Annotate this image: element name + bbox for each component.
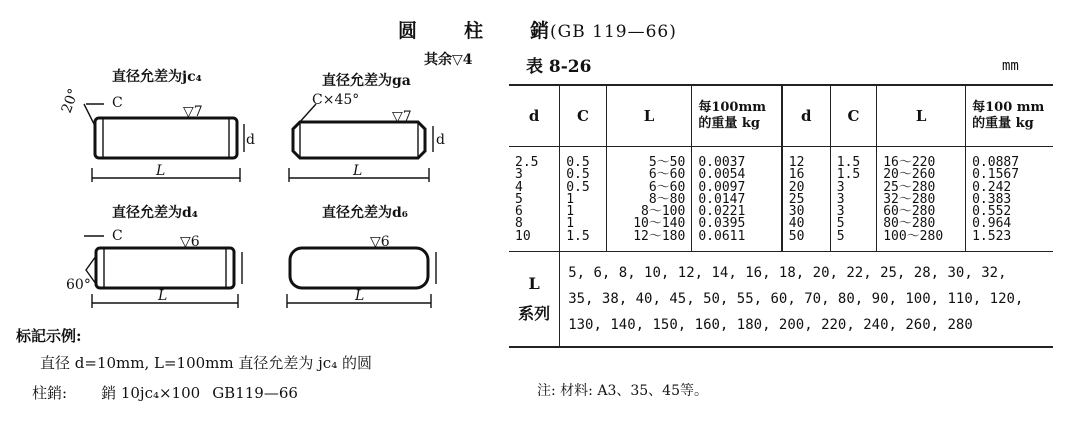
table-cell: 8～100 xyxy=(641,204,686,220)
col-l xyxy=(606,147,692,252)
table-cell: 1.5 xyxy=(836,155,861,170)
table-cell: 12 xyxy=(788,155,805,170)
table-cell: 6 xyxy=(515,204,523,220)
table-cell: 32～280 xyxy=(883,191,936,207)
title-char-b: 柱 xyxy=(464,20,485,42)
table-number: 表 8-26 xyxy=(526,57,592,77)
marking-standard: GB119—66 xyxy=(212,384,298,402)
table-cell: 0.0037 xyxy=(698,155,746,170)
table-cell: 100～280 xyxy=(883,228,944,244)
table-cell: 0.0147 xyxy=(698,191,746,207)
table-cell: 0.242 xyxy=(972,179,1012,195)
table-cell: 20～260 xyxy=(883,167,936,183)
table-series-row xyxy=(509,252,1053,348)
table-cell: 12～180 xyxy=(633,228,686,244)
table-cell: 60～280 xyxy=(883,204,936,220)
table-cell: 0.552 xyxy=(972,204,1012,220)
table-cell: 2.5 xyxy=(515,155,539,170)
finish-6-label-2: ▽6 xyxy=(370,234,390,250)
table-cell: 0.0097 xyxy=(698,179,746,195)
dim-d-label-2: d xyxy=(436,132,445,148)
dim-L-label-3: L xyxy=(158,288,168,304)
unit-label: mm xyxy=(1002,58,1019,74)
table-data-row xyxy=(509,147,1053,252)
table-cell: 16～220 xyxy=(883,155,936,170)
table-cell: 16 xyxy=(788,167,805,183)
table-cell: 1 xyxy=(566,191,575,207)
table-cell: 1.5 xyxy=(566,228,590,244)
th-weight2: 每100 mm 的重量 kg xyxy=(966,85,1053,147)
th-d2: d xyxy=(782,85,831,147)
table-cell: 1 xyxy=(566,216,575,232)
th-l2: L xyxy=(877,85,966,147)
col-d2 xyxy=(782,147,831,252)
table-cell: 40 xyxy=(788,216,805,232)
table-cell: 6～60 xyxy=(648,167,686,183)
dim-L-label-1: L xyxy=(156,163,166,179)
finish-7-label-2: ▽7 xyxy=(392,109,412,125)
col-c2 xyxy=(830,147,876,252)
table-cell: 1.523 xyxy=(972,228,1012,244)
dim-L-label-4: L xyxy=(355,288,365,304)
rest-finish-note: 其余▽4 xyxy=(424,52,473,68)
col-l2 xyxy=(877,147,966,252)
finish-7-label-1: ▽7 xyxy=(183,104,203,120)
table-cell: 4 xyxy=(515,179,523,195)
th-d: d xyxy=(509,85,560,147)
table-cell: 5 xyxy=(515,191,523,207)
chamfer-c-label-3: C xyxy=(112,228,123,244)
table-cell: 5 xyxy=(836,216,845,232)
table-cell: 0.5 xyxy=(566,179,590,195)
table-cell: 25～280 xyxy=(883,179,936,195)
table-cell: 5～50 xyxy=(648,155,686,170)
table-header-row xyxy=(509,85,1053,147)
th-c2: C xyxy=(830,85,876,147)
table-cell: 0.5 xyxy=(566,155,590,170)
marking-example-title: 标記示例: xyxy=(16,327,82,345)
table-cell: 0.1567 xyxy=(972,167,1020,183)
angle-60-label: 60° xyxy=(66,277,91,293)
spec-table-wrap xyxy=(509,84,1053,348)
table-cell: 80～280 xyxy=(883,216,936,232)
table-cell: 30 xyxy=(788,204,805,220)
table-cell: 1 xyxy=(566,204,575,220)
table-cell: 8 xyxy=(515,216,523,232)
finish-6-label-1: ▽6 xyxy=(180,234,200,250)
table-cell: 8～80 xyxy=(648,191,686,207)
drawing-4-label: 直径允差为d₆ xyxy=(322,205,408,221)
angle-20-label: 20° xyxy=(58,86,83,116)
marking-example-line1: 直径 d=10mm, L=100mm 直径允差为 jc₄ 的圆 xyxy=(40,354,372,372)
table-cell: 10～140 xyxy=(633,216,686,232)
table-cell: 3 xyxy=(515,167,523,183)
title-char-a: 圆 xyxy=(398,20,419,42)
table-cell: 0.0221 xyxy=(698,204,746,220)
table-cell: 5 xyxy=(836,228,845,244)
chamfer-c-label-1: C xyxy=(112,95,123,111)
th-weight: 每100mm 的重量 kg xyxy=(692,85,782,147)
table-cell: 0.0887 xyxy=(972,155,1020,170)
table-cell: 3 xyxy=(836,204,845,220)
standard-code: (GB 119—66) xyxy=(550,22,677,42)
table-cell: 0.964 xyxy=(972,216,1012,232)
table-cell: 0.0054 xyxy=(698,167,746,183)
col-d xyxy=(509,147,560,252)
series-line-3: 130, 140, 150, 160, 180, 200, 220, 240, 260, 280 xyxy=(568,317,973,334)
th-l: L xyxy=(606,85,692,147)
dim-d-label-1: d xyxy=(246,132,255,148)
series-line-2: 35, 38, 40, 45, 50, 55, 60, 70, 80, 90, 100, 110, 120, xyxy=(568,291,1024,308)
table-cell: 50 xyxy=(788,228,805,244)
drawing-3-label: 直径允差为d₄ xyxy=(112,205,198,221)
marking-example-line2 xyxy=(32,382,298,403)
th-c: C xyxy=(560,85,606,147)
spec-table xyxy=(509,84,1053,348)
table-cell: 0.0395 xyxy=(698,216,746,232)
dim-L-label-2: L xyxy=(353,163,363,179)
col-weight2 xyxy=(966,147,1053,252)
table-cell: 25 xyxy=(788,191,805,207)
col-weight xyxy=(692,147,782,252)
chamfer-c45-label: C×45° xyxy=(312,92,360,108)
table-cell: 0.383 xyxy=(972,191,1012,207)
marking-code: 銷 10jc₄×100 xyxy=(101,384,201,402)
series-values xyxy=(560,252,1053,348)
col-c xyxy=(560,147,606,252)
drawing-2-label: 直径允差为ga xyxy=(322,73,411,89)
material-note: 注: 材料: A3、35、45等。 xyxy=(537,383,708,399)
table-cell: 0.5 xyxy=(566,167,590,183)
table-cell: 3 xyxy=(836,179,845,195)
table-cell: 0.0611 xyxy=(698,228,746,244)
drawing-1-label: 直径允差为jc₄ xyxy=(112,69,202,85)
title-char-c: 銷 xyxy=(530,20,551,42)
series-line-1: 5, 6, 8, 10, 12, 14, 16, 18, 20, 22, 25, 28, 30, 32, xyxy=(568,265,1007,282)
table-cell: 3 xyxy=(836,191,845,207)
table-cell: 6～60 xyxy=(648,179,686,195)
series-label: L 系列 xyxy=(509,252,560,348)
table-cell: 20 xyxy=(788,179,805,195)
table-cell: 1.5 xyxy=(836,167,861,183)
marking-prefix: 柱銷: xyxy=(32,384,68,402)
table-cell: 10 xyxy=(515,228,531,244)
